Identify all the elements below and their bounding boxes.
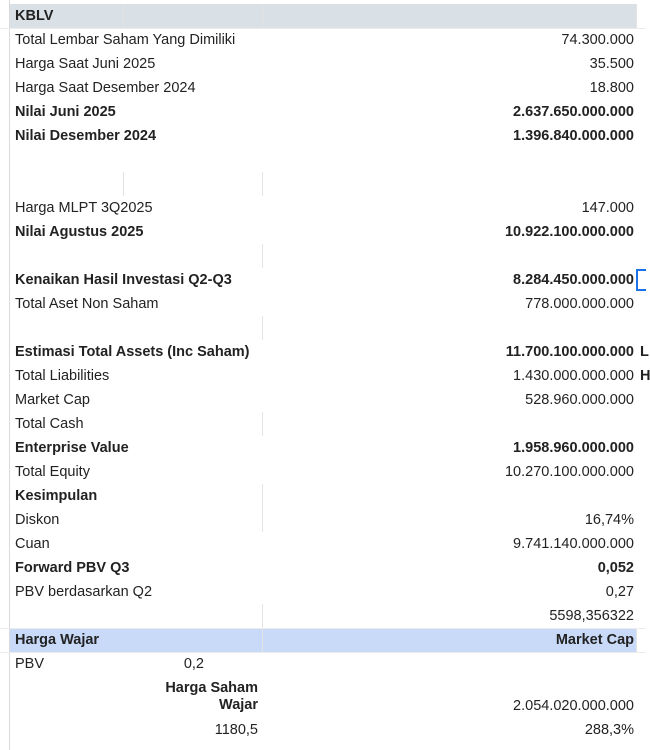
- nilai-agustus-label[interactable]: Nilai Agustus 2025: [15, 224, 144, 240]
- harga-saham-wajar-label[interactable]: [165, 680, 258, 716]
- estimasi-spill-text[interactable]: L: [640, 344, 649, 360]
- harga-saham-wajar-line2: Wajar: [219, 697, 258, 713]
- col-divider: [636, 628, 637, 652]
- harga-wajar-market-cap[interactable]: Market Cap: [555, 632, 634, 648]
- harga-mlpt-label[interactable]: Harga MLPT 3Q2025: [15, 200, 153, 216]
- col-divider: [636, 4, 637, 28]
- sheet-title-cell[interactable]: KBLV: [15, 8, 54, 24]
- pbv-value[interactable]: 0,2: [183, 656, 204, 672]
- selected-cell[interactable]: [636, 269, 646, 291]
- liabilities-spill-text[interactable]: H: [640, 368, 650, 384]
- col-divider: [262, 484, 263, 532]
- kenaikan-label[interactable]: Kenaikan Hasil Investasi Q2-Q3: [15, 272, 232, 288]
- ev-value[interactable]: 1.958.960.000.000: [513, 440, 634, 456]
- col-divider: [262, 172, 263, 196]
- last-right-value[interactable]: 288,3%: [584, 722, 634, 738]
- last-mid-value[interactable]: 1180,5: [214, 722, 258, 738]
- harga-wajar-label[interactable]: Harga Wajar: [15, 632, 100, 648]
- harga-wajar-band: [10, 628, 636, 652]
- harga-mlpt-value[interactable]: 147.000: [581, 200, 634, 216]
- col-divider: [123, 4, 124, 28]
- cuan-value[interactable]: 9.741.140.000.000: [513, 536, 634, 552]
- kenaikan-value[interactable]: 8.284.450.000.000: [513, 272, 634, 288]
- harga-saham-wajar-value[interactable]: 2.054.020.000.000: [513, 698, 634, 714]
- row-header-strip: [0, 0, 10, 750]
- forward-pbv-value[interactable]: 0,052: [597, 560, 634, 576]
- extra-value[interactable]: 5598,356322: [549, 608, 634, 624]
- row-divider: [0, 652, 646, 653]
- harga-des-label[interactable]: Harga Saat Desember 2024: [15, 80, 196, 96]
- forward-pbv-label[interactable]: Forward PBV Q3: [15, 560, 130, 576]
- header-band: [10, 4, 636, 28]
- nilai-agustus-value[interactable]: 10.922.100.000.000: [504, 224, 634, 240]
- pbv-q2-value[interactable]: 0,27: [605, 584, 634, 600]
- aset-non-saham-label[interactable]: Total Aset Non Saham: [15, 296, 159, 312]
- total-cash-label[interactable]: Total Cash: [15, 416, 84, 432]
- nilai-des-value[interactable]: 1.396.840.000.000: [513, 128, 634, 144]
- liabilities-value[interactable]: 1.430.000.000.000: [513, 368, 634, 384]
- diskon-value[interactable]: 16,74%: [584, 512, 634, 528]
- col-divider: [262, 316, 263, 340]
- harga-des-value[interactable]: 18.800: [589, 80, 634, 96]
- nilai-juni-value[interactable]: 2.637.650.000.000: [513, 104, 634, 120]
- col-divider: [262, 628, 263, 652]
- aset-non-saham-value[interactable]: 778.000.000.000: [525, 296, 634, 312]
- estimasi-value[interactable]: 11.700.100.000.000: [505, 344, 634, 360]
- market-cap-value[interactable]: 528.960.000.000: [525, 392, 634, 408]
- col-divider: [262, 412, 263, 436]
- total-lembar-value[interactable]: 74.300.000: [561, 32, 634, 48]
- equity-label[interactable]: Total Equity: [15, 464, 90, 480]
- equity-value[interactable]: 10.270.100.000.000: [504, 464, 634, 480]
- market-cap-label[interactable]: Market Cap: [15, 392, 90, 408]
- cuan-label[interactable]: Cuan: [15, 536, 50, 552]
- nilai-juni-label[interactable]: Nilai Juni 2025: [15, 104, 116, 120]
- pbv-label[interactable]: PBV: [15, 656, 45, 672]
- col-divider: [262, 604, 263, 628]
- col-divider: [123, 172, 124, 196]
- nilai-des-label[interactable]: Nilai Desember 2024: [15, 128, 157, 144]
- liabilities-label[interactable]: Total Liabilities: [15, 368, 110, 384]
- col-divider: [262, 4, 263, 28]
- pbv-q2-label[interactable]: PBV berdasarkan Q2: [15, 584, 153, 600]
- diskon-label[interactable]: Diskon: [15, 512, 60, 528]
- ev-label[interactable]: Enterprise Value: [15, 440, 129, 456]
- total-lembar-label[interactable]: Total Lembar Saham Yang Dimiliki: [15, 32, 236, 48]
- harga-juni-value[interactable]: 35.500: [589, 56, 634, 72]
- col-divider: [262, 244, 263, 268]
- harga-saham-wajar-line1: Harga Saham: [165, 680, 258, 696]
- harga-juni-label[interactable]: Harga Saat Juni 2025: [15, 56, 156, 72]
- estimasi-label[interactable]: Estimasi Total Assets (Inc Saham): [15, 344, 250, 360]
- kesimpulan-label[interactable]: Kesimpulan: [15, 488, 98, 504]
